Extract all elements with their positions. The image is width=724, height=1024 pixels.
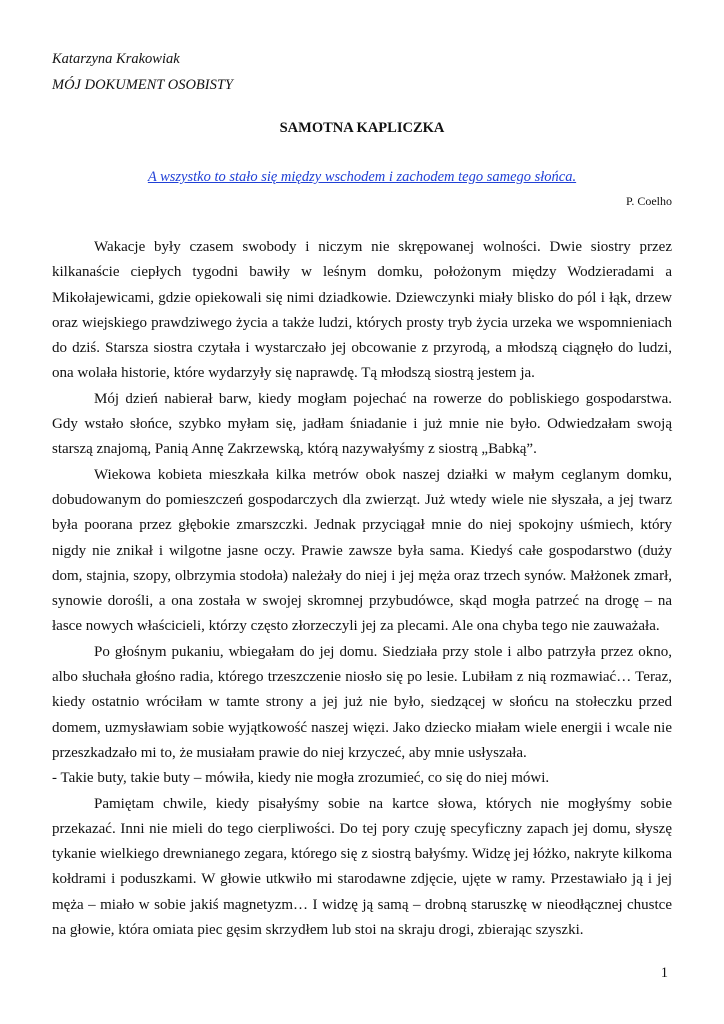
- paragraph: Wakacje były czasem swobody i niczym nie skrępowanej wolności. Dwie siostry przez kilkanaście ciepłych tygodni bawiły w leśnym domku, położonym między Wodzieradami a Mikołajewicami, gdzie opiekowali się nimi dziadkowie. Dziewczynki miały blisko do pól i łąk, drzew oraz wiejskiego prawdziwego życia a także ludzi, których prosty tryb życia urzeka we wspomnieniach do dziś. Starsza siostra czytała i wystarczało jej obcowanie z przyrodą, a młodszą ciągnęło do ludzi, ona wolała historie, które wydarzyły się naprawdę. Tą młodszą siostrą jestem ja.: [52, 239, 672, 382]
- page-number: 1: [660, 965, 668, 981]
- paragraph: Pamiętam chwile, kiedy pisałyśmy sobie na kartce słowa, których nie mogłyśmy sobie przekazać. Inni nie mieli do tego cierpliwości. Do tej pory czuję specyficzny zapach jej domu, słyszę tykanie wielkiego drewnianego zegara, którego się z siostrą bałyśmy. Widzę jej łóżko, nakryte kilkoma kołdrami i poduszkami. W głowie utkwiło mi starodawne zdjęcie, ujęte w ramy. Przestawiało ją i jej męża – miało w sobie jakiś magnetyzm… I widzę ją samą – drobną staruszkę w nieodłącznej chustce na głowie, która omiata piec gęsim skrzydłem lub stoi na skraju drogi, zbierając szyszki.: [52, 795, 672, 939]
- dialogue-line: - Takie buty, takie buty – mówiła, kiedy nie mogła zrozumieć, co się do niej mówi.: [52, 770, 550, 787]
- story-body: [52, 235, 672, 943]
- paragraph: Wiekowa kobieta mieszkała kilka metrów obok naszej działki w małym ceglanym domku, dobudowanym do pomieszczeń gospodarczych dla zwierząt. Już wtedy wiele nie słyszała, a jej twarz była poorana przez głębokie zmarszczki. Jednak przyciągał mnie do niej spokojny uśmiech, który nigdy nie znikał i wilgotne jasne oczy. Prawie zawsze była sama. Kiedyś całe gospodarstwo (duży dom, stajnia, szopy, olbrzymia stodoła) należały do niej i jej męża oraz trzech synów. Małżonek zmarł, synowie dorośli, a ona została w swojej skromnej przybudówce, skąd mogła patrzeć na drogę – na łasce nowych właścicieli, którzy często złorzeczyli jej za plecami. Ale ona chyba tego nie zauważała.: [52, 466, 672, 635]
- paragraph: Mój dzień nabierał barw, kiedy mogłam pojechać na rowerze do pobliskiego gospodarstwa. Gdy wstało słońce, szybko myłam się, jadłam śniadanie i już mnie nie było. Odwiedzałam swoją starszą znajomą, Panią Annę Zakrzewską, którą nazywałyśmy z siostrą „Babką”.: [52, 390, 672, 458]
- paragraph: Po głośnym pukaniu, wbiegałam do jej domu. Siedziała przy stole i albo patrzyła przez okno, albo słuchała głośno radia, którego trzeszczenie niosło się po lesie. Lubiłam z nią rozmawiać… Teraz, kiedy ostatnio wróciłam w tamte strony a jej już nie było, siedzącej w słońcu na stołeczku przed domem, uzmysławiam sobie wyjątkowość naszej więzi. Jako dziecko miałam wiele energii i wcale nie przeszkadzało mi to, że musiałam prawie do niej krzyczeć, aby mnie usłyszała.: [52, 643, 672, 761]
- document-title: MÓJ DOKUMENT OSOBISTY: [52, 77, 233, 93]
- epigraph-quote[interactable]: A wszystko to stało się między wschodem i zachodem tego samego słońca.: [147, 169, 577, 185]
- author-name: Katarzyna Krakowiak: [52, 51, 180, 67]
- epigraph-author: P. Coelho: [625, 194, 672, 208]
- story-title: SAMOTNA KAPLICZKA: [279, 120, 445, 136]
